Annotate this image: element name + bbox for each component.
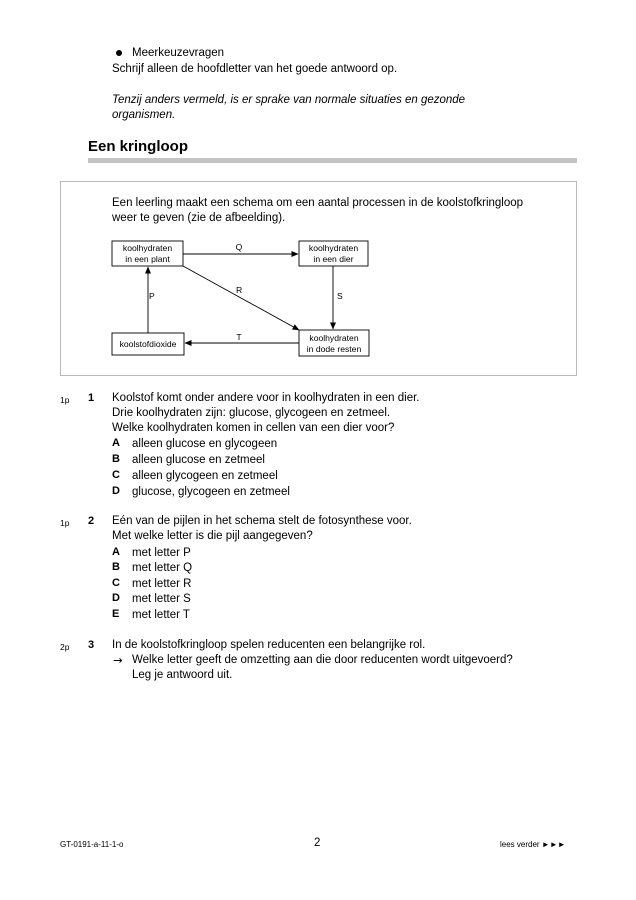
arrow-r-label: R [236,285,243,295]
bullet-label: Meerkeuzevragen [132,47,225,59]
intro-line-1: Een leerling maakt een schema om een aantal processen in de koolstofkringloop [112,197,524,209]
arrow-q-label: Q [235,242,243,252]
q3-number: 3 [88,639,95,651]
page-number: 2 [314,837,321,849]
arrow-right-icon: → [113,653,123,667]
arrow-s-label: S [337,291,343,301]
note-line-1: Tenzij anders vermeld, is er sprake van normale situaties en gezonde [112,94,466,106]
q1-option-letter: B [112,453,120,465]
q2-option-letter: B [112,561,120,573]
box-animal-line2: in een dier [313,254,354,264]
footer-code: GT-0191-a-11-1-o [60,840,124,849]
box-plant-line2: in een plant [125,254,170,264]
q2-option-letter: A [112,546,120,558]
q2-option-text[interactable]: met letter T [132,609,190,621]
q1-option-text[interactable]: alleen glycogeen en zetmeel [132,470,278,482]
box-remains-line2: in dode resten [306,344,362,354]
q1-option-text[interactable]: alleen glucose en glycogeen [132,438,278,450]
instruction: Schrijf alleen de hoofdletter van het goede antwoord op. [112,63,398,75]
carbon-cycle-diagram [0,0,636,400]
q1-option-text[interactable]: alleen glucose en zetmeel [132,454,265,466]
q2-points: 1p [60,518,70,528]
q1-line-3: Welke koolhydraten komen in cellen van een dier voor? [112,422,395,434]
q2-option-text[interactable]: met letter P [132,547,191,559]
q2-option-letter: E [112,608,120,620]
q2-option-letter: C [112,577,120,589]
q2-option-text[interactable]: met letter S [132,593,191,605]
q2-option-text[interactable]: met letter Q [132,562,193,574]
q1-option-text[interactable]: glucose, glycogeen en zetmeel [132,486,290,498]
arrow-t-label: T [236,332,242,342]
box-animal-line1: koolhydraten [308,243,359,253]
q1-option-letter: D [112,485,120,497]
q2-line-1: Eén van de pijlen in het schema stelt de fotosynthese voor. [112,515,412,527]
q3-sub-line-2: Leg je antwoord uit. [132,669,233,681]
q3-line-1: In de koolstofkringloop spelen reducenten een belangrijke rol. [112,639,426,651]
q1-number: 1 [88,392,95,404]
arrow-r [183,266,299,330]
box-co2-line1: koolstofdioxide [119,339,177,349]
q3-sub-line-1: Welke letter geeft de omzetting aan die door reducenten wordt uitgevoerd? [132,654,513,666]
q1-option-letter: A [112,437,120,449]
q2-option-text[interactable]: met letter R [132,578,192,590]
q2-number: 2 [88,515,95,527]
arrow-p-label: P [149,291,155,301]
next-page-indicator: lees verder ►►► [500,840,566,849]
q3-points: 2p [60,642,70,652]
note-line-2: organismen. [112,109,176,121]
intro-line-2: weer te geven (zie de afbeelding). [112,212,286,224]
q2-option-letter: D [112,592,120,604]
q1-line-2: Drie koolhydraten zijn: glucose, glycogeen en zetmeel. [112,407,391,419]
q2-line-2: Met welke letter is die pijl aangegeven? [112,530,313,542]
q1-line-1: Koolstof komt onder andere voor in koolhydraten in een dier. [112,392,420,404]
q1-points: 1p [60,395,70,405]
q1-option-letter: C [112,469,120,481]
box-remains-line1: koolhydraten [309,333,359,343]
box-plant-line1: koolhydraten [122,243,173,253]
section-title: Een kringloop [88,138,189,155]
